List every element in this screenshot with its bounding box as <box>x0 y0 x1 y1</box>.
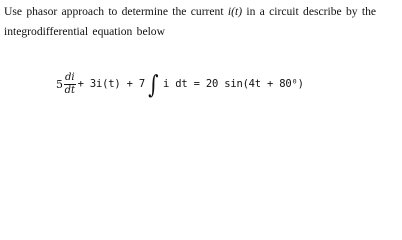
current-variable: i(t) <box>227 5 243 18</box>
problem-text-end: in a circuit describe by the integrodifferential equation below <box>4 5 377 38</box>
problem-text-start: Use phasor approach to determine the current <box>4 5 228 18</box>
equation-middle-terms: + 3i(t) + 7 <box>77 78 145 90</box>
derivative-fraction <box>64 73 76 96</box>
integrodifferential-equation <box>56 64 304 104</box>
problem-statement <box>4 2 400 42</box>
integral-sign: ∫ <box>148 69 159 99</box>
fraction-numerator: di <box>65 71 75 83</box>
equation-integrand: i dt = 20 sin(4t + 80⁰) <box>162 78 304 90</box>
equation-coefficient: 5 <box>56 77 63 91</box>
fraction-denominator: dt <box>64 84 76 96</box>
